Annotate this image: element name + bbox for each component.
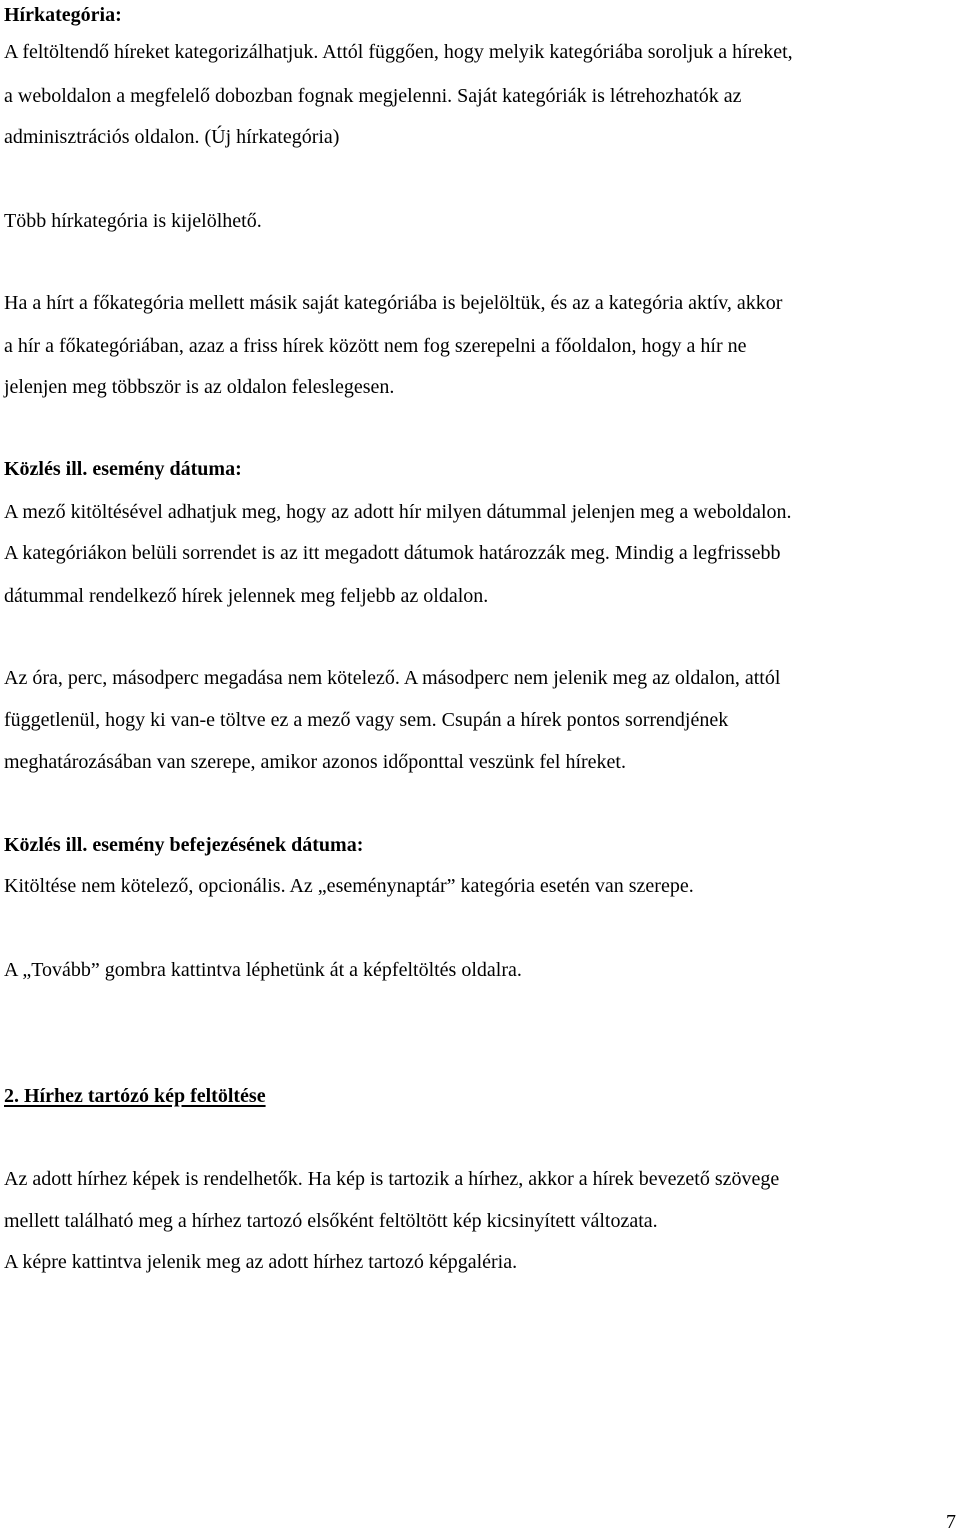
section-heading-hirkategoria: Hírkategória: (4, 4, 122, 26)
paragraph-line: függetlenül, hogy ki van-e töltve ez a mező vagy sem. Csupán a hírek pontos sorrendjének (4, 709, 729, 731)
page-number: 7 (946, 1511, 956, 1533)
section-heading-befejezes-datum: Közlés ill. esemény befejezésének dátuma: (4, 834, 364, 856)
section-heading-kep-feltoltes: 2. Hírhez tartózó kép feltöltése (4, 1085, 266, 1107)
paragraph-line: A feltöltendő híreket kategorizálhatjuk. Attól függően, hogy melyik kategóriába soroljuk a híreket, (4, 41, 793, 63)
paragraph-line: Az óra, perc, másodperc megadása nem kötelező. A másodperc nem jelenik meg az oldalon, attól (4, 667, 781, 689)
paragraph-line: meghatározásában van szerepe, amikor azonos időponttal veszünk fel híreket. (4, 751, 626, 773)
paragraph-line: A képre kattintva jelenik meg az adott hírhez tartozó képgaléria. (4, 1251, 518, 1273)
paragraph-line: dátummal rendelkező hírek jelennek meg feljebb az oldalon. (4, 585, 489, 607)
paragraph-line: Az adott hírhez képek is rendelhetők. Ha kép is tartozik a hírhez, akkor a hírek bevezető szövege (4, 1168, 780, 1190)
paragraph-line: mellett található meg a hírhez tartozó elsőként feltöltött kép kicsinyített változata. (4, 1210, 658, 1232)
paragraph-line: a weboldalon a megfelelő dobozban fognak megjelenni. Saját kategóriák is létrehozhatók az (4, 85, 742, 107)
paragraph-line: A „Tovább” gombra kattintva léphetünk át a képfeltöltés oldalra. (4, 959, 522, 981)
paragraph-line: Kitöltése nem kötelező, opcionális. Az „eseménynaptár” kategória esetén van szerepe. (4, 875, 694, 897)
paragraph-line: A kategóriákon belüli sorrendet is az itt megadott dátumok határozzák meg. Mindig a legfrissebb (4, 542, 781, 564)
paragraph-line: jelenjen meg többször is az oldalon feleslegesen. (4, 376, 395, 398)
paragraph-line: Több hírkategória is kijelölhető. (4, 210, 262, 232)
section-heading-kozles-datum: Közlés ill. esemény dátuma: (4, 458, 242, 480)
paragraph-line: a hír a főkategóriában, azaz a friss hírek között nem fog szerepelni a főoldalon, hogy a hír ne (4, 335, 747, 357)
paragraph-line: adminisztrációs oldalon. (Új hírkategória) (4, 126, 340, 148)
paragraph-line: A mező kitöltésével adhatjuk meg, hogy az adott hír milyen dátummal jelenjen meg a weboldalon. (4, 501, 792, 523)
paragraph-line: Ha a hírt a főkategória mellett másik saját kategóriába is bejelöltük, és az a kategória aktív, akkor (4, 292, 783, 314)
